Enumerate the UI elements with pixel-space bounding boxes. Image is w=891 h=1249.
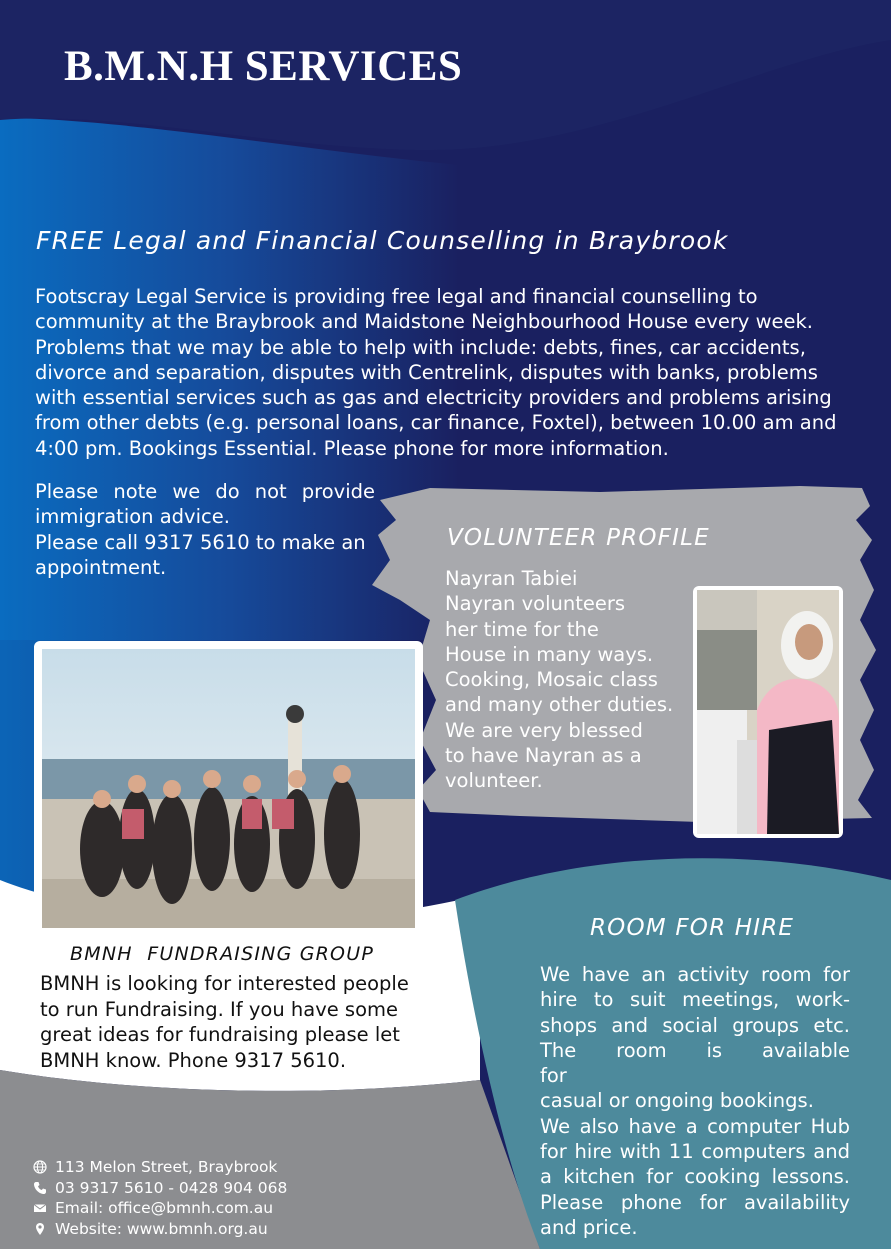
volunteer-line: and many other duties.: [445, 693, 674, 717]
volunteer-line: volunteer.: [445, 769, 543, 793]
room-line: for hire with 11 computers and: [540, 1140, 850, 1164]
contact-email: [33, 1198, 287, 1219]
volunteer-line: House in many ways.: [445, 642, 654, 666]
room-line: shops and social groups etc.: [540, 1013, 850, 1037]
email-text: Email: office@bmnh.com.au: [55, 1199, 274, 1217]
room-text: [540, 962, 850, 1240]
volunteer-line: Cooking, Mosaic class: [445, 668, 658, 692]
location-pin-icon: [33, 1222, 47, 1236]
volunteer-line: to have Nayran as a: [445, 744, 642, 768]
legal-line: with essential services such as gas and electricity providers and problems arising: [35, 386, 832, 410]
legal-paragraph: [35, 284, 857, 461]
room-line: and price.: [540, 1215, 638, 1239]
fundraising-photo: [34, 641, 423, 934]
room-line: hire to suit meetings, work-: [540, 988, 850, 1012]
globe-icon: [33, 1160, 47, 1174]
fundraising-heading: BMNH FUNDRAISING GROUP: [70, 943, 374, 965]
note-line: Please call 9317 5610 to make an: [35, 530, 366, 554]
fundraising-line: to run Fundraising. If you have some: [40, 997, 399, 1021]
legal-line: Footscray Legal Service is providing free legal and financial counselling to: [35, 285, 758, 308]
legal-line: 4:00 pm. Bookings Essential. Please phone for more information.: [35, 436, 669, 460]
note-line: immigration advice.: [35, 505, 230, 529]
legal-line: Problems that we may be able to help with include: debts, fines, car accidents,: [35, 335, 806, 359]
address-text: 113 Melon Street, Braybrook: [55, 1158, 278, 1176]
contact-phone: [33, 1178, 287, 1199]
room-heading: ROOM FOR HIRE: [590, 915, 795, 941]
website-text: Website: www.bmnh.org.au: [55, 1219, 268, 1238]
group-photo-image: [42, 649, 415, 928]
contact-details: [33, 1157, 287, 1239]
volunteer-text: [445, 566, 695, 794]
legal-line: from other debts (e.g. personal loans, car finance, Foxtel), between 10.00 am and: [35, 411, 837, 435]
contact-website: [33, 1219, 287, 1240]
fundraising-line: BMNH know. Phone 9317 5610.: [40, 1048, 347, 1072]
fundraising-line: great ideas for fundraising please let: [40, 1023, 400, 1046]
legal-line: divorce and separation, disputes with Centrelink, disputes with banks, problems: [35, 360, 818, 384]
immigration-note: [35, 479, 375, 580]
volunteer-line: We are very blessed: [445, 718, 643, 742]
room-line: The room is available for: [540, 1038, 850, 1088]
room-line: casual or ongoing bookings.: [540, 1089, 814, 1113]
volunteer-line: her time for the: [445, 617, 599, 641]
volunteer-heading: VOLUNTEER PROFILE: [447, 525, 710, 551]
mail-icon: [33, 1201, 47, 1215]
contact-address: [33, 1157, 287, 1178]
room-line: We also have a computer Hub: [540, 1114, 850, 1138]
page-title: B.M.N.H SERVICES: [64, 43, 463, 90]
volunteer-line: Nayran volunteers: [445, 592, 626, 616]
legal-heading: FREE Legal and Financial Counselling in Braybrook: [36, 226, 729, 255]
room-line: We have an activity room for: [540, 963, 850, 986]
volunteer-photo-image: [697, 590, 839, 834]
volunteer-photo: [693, 586, 843, 838]
phone-icon: [33, 1181, 47, 1195]
note-line: Please note we do not provide: [35, 480, 375, 503]
note-line: appointment.: [35, 555, 167, 579]
fundraising-line: BMNH is looking for interested people: [40, 972, 409, 995]
room-line: a kitchen for cooking lessons.: [540, 1165, 850, 1189]
room-line: Please phone for availability: [540, 1190, 850, 1214]
volunteer-line: Nayran Tabiei: [445, 567, 578, 590]
legal-line: community at the Braybrook and Maidstone Neighbourhood House every week.: [35, 310, 814, 334]
fundraising-text: [40, 971, 420, 1073]
phone-text: 03 9317 5610 - 0428 904 068: [55, 1178, 288, 1197]
